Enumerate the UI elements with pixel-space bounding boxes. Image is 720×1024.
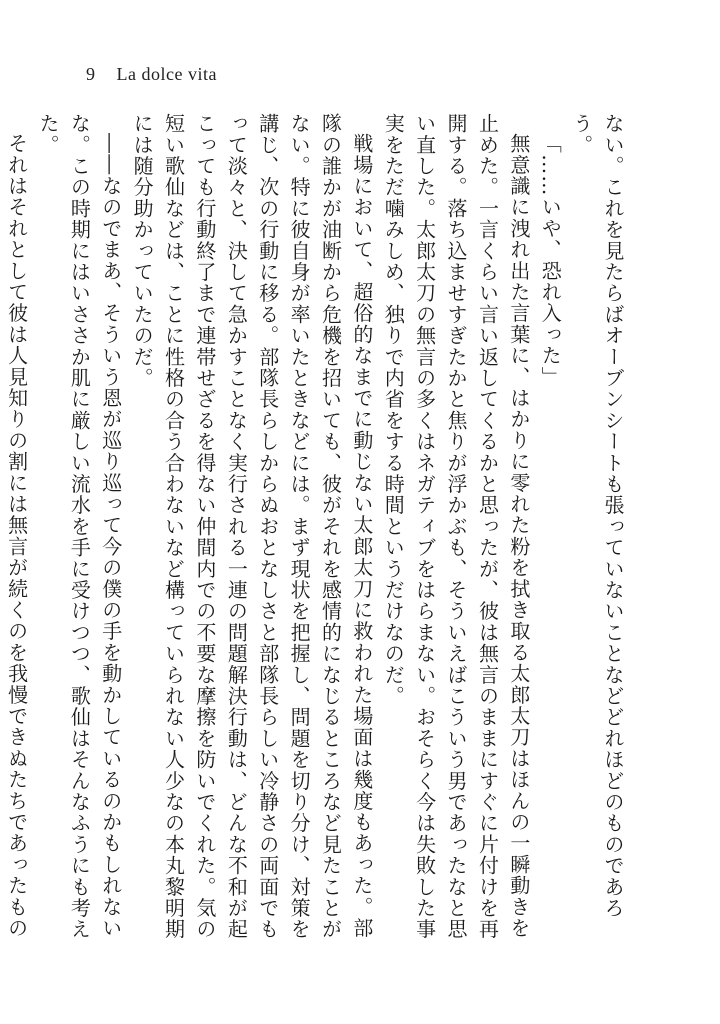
paragraph: ――なのでまあ、そういう恩が巡り巡って今の僕の手を動かしているのかもしれないな。この時期にはいささか肌に厳しい流水を手に受けつつ、歌仙はそんなふうにも考えた。 <box>35 113 123 940</box>
body-text <box>0 113 628 943</box>
book-title: La dolce vita <box>116 64 217 84</box>
paragraph: 戦場において、超俗的なまでに動じない太郎太刀に救われた場面は幾度もあった。部隊の誰かが油断から危機を招いても、彼がそれを感情的になじるところなど見たことがない。特に彼自身が率いたときなどには。まず現状を把握し、問題を切り分け、対策を講じ、次の行動に移る。部隊長らしからぬおとなしさと部隊長らしい冷静さの両面でもって淡々と、決して急かすことなく実行される一連の問題解決行動は、どんな不和が起こっても行動終了まで連帯せざるを得ない仲間内での不要な摩擦を防いでくれた。気の短い歌仙などは、ことに性格の合う合わないなど構っていられない人少なの本丸黎明期には随分助かっていたのだ。 <box>130 113 374 940</box>
paragraph-continuation: ない。これを見たらばオーブンシートも張っていないことなどどれほどのものであろう。 <box>569 113 625 919</box>
paragraph: それはそれとして彼は人見知りの割には無言が続くのを我慢できぬたちであったもの <box>4 133 29 939</box>
paragraph: 無意識に洩れ出た言葉に、はかりに零れた粉を拭き取る太郎太刀はほんの一瞬動きを止めた。一言くらい言い返してくるかと思ったが、彼は無言のままにすぐに片付けを再開する。落ち込ませすぎたかと焦りが浮かぶも、そういえばこういう男であったなと思い直した。太郎太刀の無言の多くはネガティブをはらまない。おそらく今は失敗した事実をただ噛みしめ、独りで内省をする時間というだけなのだ。 <box>381 113 531 940</box>
running-header <box>86 64 217 85</box>
paragraph-dialogue: 「……いや、恐れ入った」 <box>538 133 563 388</box>
page-number: 9 <box>86 64 96 84</box>
